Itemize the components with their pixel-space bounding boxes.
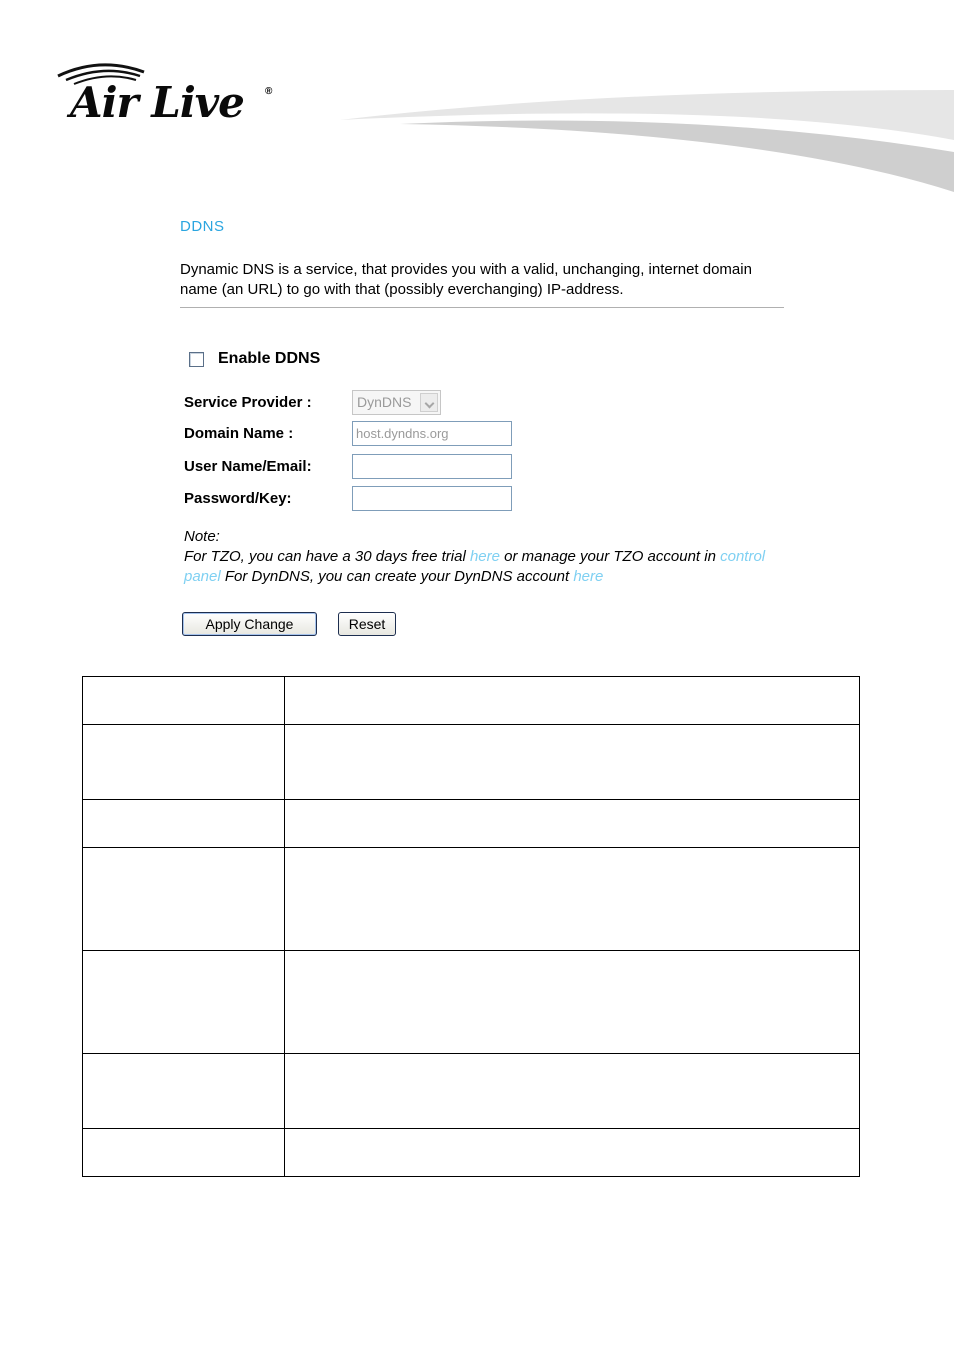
note-text [184, 527, 784, 587]
table-cell [285, 848, 860, 951]
table-cell [83, 677, 285, 725]
chevron-down-icon[interactable] [420, 393, 438, 412]
note-heading: Note: [184, 528, 220, 545]
table-row [83, 677, 860, 725]
page-title: DDNS [180, 218, 225, 235]
logo-text: Air Live [70, 78, 244, 127]
apply-change-button[interactable]: Apply Change [182, 612, 317, 636]
table-cell [285, 1129, 860, 1177]
table-cell [83, 951, 285, 1054]
enable-ddns-row [189, 350, 320, 368]
table-cell [285, 800, 860, 848]
service-provider-value: DynDNS [357, 394, 412, 410]
control-panel-link[interactable]: control panel [184, 548, 766, 585]
registered-mark: ® [265, 86, 273, 97]
table-row [83, 1129, 860, 1177]
table-row [83, 1054, 860, 1129]
reset-button[interactable]: Reset [338, 612, 396, 636]
table-cell [83, 1129, 285, 1177]
note-text-3: For DynDNS, you can create your DynDNS account [220, 568, 574, 585]
table-row [83, 800, 860, 848]
table-cell [83, 800, 285, 848]
table-cell [285, 677, 860, 725]
description-table [82, 676, 860, 1177]
user-name-input[interactable] [352, 454, 512, 479]
password-input[interactable] [352, 486, 512, 511]
table-cell [83, 725, 285, 800]
table-row [83, 725, 860, 800]
password-label: Password/Key: [184, 490, 292, 507]
tzo-trial-link[interactable]: here [469, 548, 500, 565]
table-cell [285, 1054, 860, 1129]
service-provider-label: Service Provider : [184, 394, 312, 411]
table-row [83, 848, 860, 951]
enable-ddns-label: Enable DDNS [218, 350, 321, 367]
ddns-panel [180, 218, 784, 648]
dyndns-account-link[interactable]: here [573, 568, 604, 585]
service-provider-select[interactable] [352, 390, 441, 415]
table-cell [83, 848, 285, 951]
divider [180, 307, 784, 308]
header-swoosh [340, 80, 954, 200]
table-cell [285, 951, 860, 1054]
table-cell [83, 1054, 285, 1129]
table-row [83, 951, 860, 1054]
note-text-1: For TZO, you can have a 30 days free trial [184, 548, 470, 565]
user-name-label: User Name/Email: [184, 458, 312, 475]
domain-name-input[interactable]: host.dyndns.org [352, 421, 512, 446]
ddns-description: Dynamic DNS is a service, that provides you with a valid, unchanging, internet domain name (an URL) to go with that (possibly everchanging) IP-address. [180, 261, 752, 298]
domain-name-label: Domain Name : [184, 425, 294, 442]
airlive-logo [52, 58, 282, 128]
enable-ddns-checkbox[interactable] [189, 352, 204, 367]
table-cell [285, 725, 860, 800]
note-text-2: or manage your TZO account in [500, 548, 721, 565]
